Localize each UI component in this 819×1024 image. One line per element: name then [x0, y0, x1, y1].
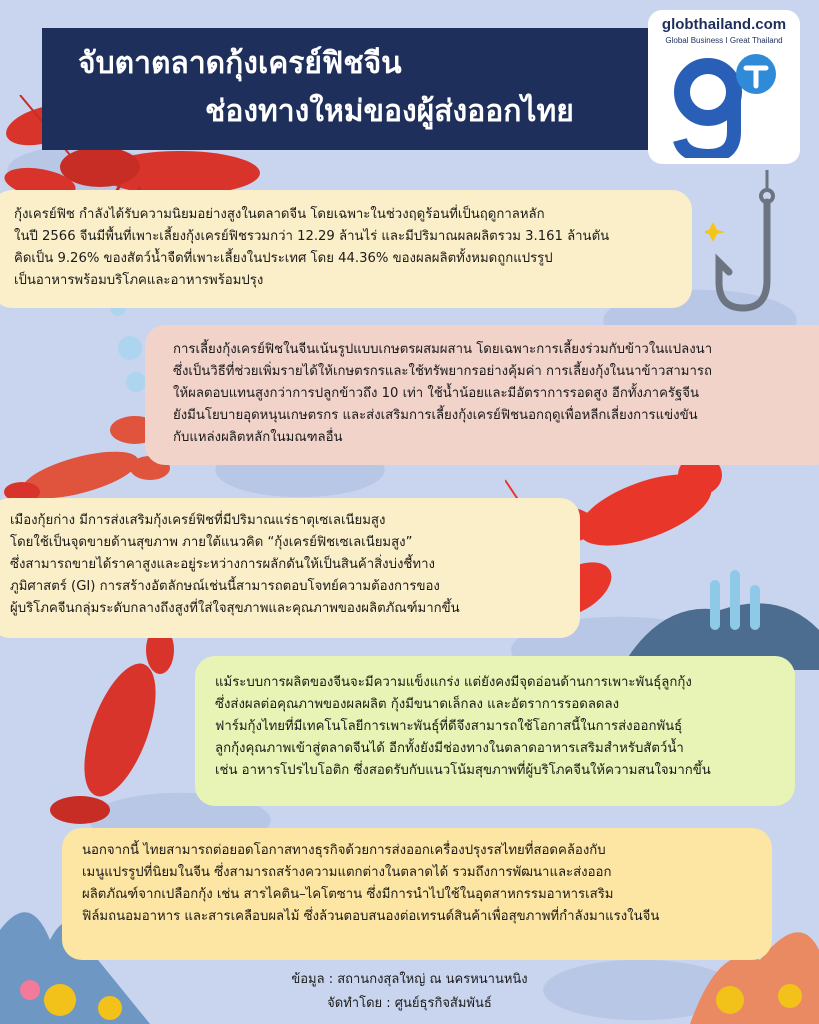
page-subtitle: ช่องทางใหม่ของผู้ส่งออกไทย [205, 94, 574, 129]
paragraph-line: ผลิตภัณฑ์จากเปลือกกุ้ง เช่น สารไคติน–ไคโตซาน ซึ่งมีการนำไปใช้ในอุตสาหกรรมอาหารเสริม [82, 887, 614, 902]
paragraph-line: ผู้บริโภคจีนกลุ่มระดับกลางถึงสูงที่ใส่ใจสุขภาพและคุณภาพของผลิตภัณฑ์มากขึ้น [10, 601, 460, 616]
paragraph-line: นอกจากนี้ ไทยสามารถต่อยอดโอกาสทางธุรกิจด้วยการส่งออกเครื่องปรุงรสไทยที่สอดคล้องกับ [82, 843, 606, 858]
paragraph-line: ซึ่งสามารถขายได้ราคาสูงและอยู่ระหว่างการผลักดันให้เป็นสินค้าสิ่งบ่งชี้ทาง [10, 557, 435, 572]
paragraph-line: กับแหล่งผลิตหลักในมณฑลอื่น [173, 430, 343, 445]
paragraph-line: ภูมิศาสตร์ (GI) การสร้างอัตลักษณ์เช่นนี้สามารถตอบโจทย์ความต้องการของ [10, 579, 440, 594]
lobster-illustration [40, 620, 200, 830]
paragraph-line: ฟิล์มถนอมอาหาร และสารเคลือบผลไม้ ซึ่งล้วนตอบสนองต่อเทรนด์สินค้าเพื่อสุขภาพที่กำลังมาแรงในจีน [82, 909, 660, 924]
paragraph-line: การเลี้ยงกุ้งเครย์ฟิชในจีนเน้นรูปแบบเกษตรผสมผสาน โดยเฉพาะการเลี้ยงร่วมกับข้าวในแปลงนา [173, 342, 713, 357]
paragraph-line: โดยใช้เป็นจุดขายด้านสุขภาพ ภายใต้แนวคิด “กุ้งเครย์ฟิชเซเลเนียมสูง” [10, 535, 413, 550]
fishing-hook-icon [705, 170, 785, 320]
paragraph-line: ซึ่งเป็นวิธีที่ช่วยเพิ่มรายได้ให้เกษตรกรและใช้ทรัพยากรอย่างคุ้มค่า การเลี้ยงกุ้งในนาข้าวสามารถ [173, 364, 712, 379]
info-box-5 [62, 828, 772, 960]
paragraph-line: ยังมีนโยบายอุดหนุนเกษตรกร และส่งเสริมการเลี้ยงกุ้งเครย์ฟิชนอกฤดูเพื่อหลีกเลี่ยงการแข่งขัน [173, 408, 698, 423]
info-box-4 [195, 656, 795, 806]
paragraph-line: เมืองกุ้ยก่าง มีการส่งเสริมกุ้งเครย์ฟิชที่มีปริมาณแร่ธาตุเซเลเนียมสูง [10, 513, 386, 528]
paragraph-line: ซึ่งส่งผลต่อคุณภาพของผลผลิต กุ้งมีขนาดเล็กลง และอัตราการรอดลดลง [215, 697, 620, 712]
paragraph-line: เป็นอาหารพร้อมบริโภคและอาหารพร้อมปรุง [14, 273, 264, 288]
info-box-1 [0, 190, 692, 308]
logo-tagline: Global Business I Great Thailand [665, 36, 783, 45]
globthailand-logo-icon [668, 52, 780, 158]
info-box-2 [145, 325, 819, 465]
paragraph-line: เมนูแปรรูปที่นิยมในจีน ซึ่งสามารถสร้างความแตกต่างในตลาดได้ รวมถึงการพัฒนาและส่งออก [82, 865, 612, 880]
paragraph-line: ฟาร์มกุ้งไทยที่มีเทคโนโลยีการเพาะพันธุ์ที่ดีจึงสามารถใช้โอกาสนี้ในการส่งออกพันธุ์ [215, 719, 683, 734]
page-title: จับตาตลาดกุ้งเครย์ฟิชจีน [78, 46, 402, 81]
prepared-by-credit: จัดทำโดย : ศูนย์ธุรกิจสัมพันธ์ [327, 996, 492, 1011]
paragraph-line: เช่น อาหารโปรไบโอติก ซึ่งสอดรับกับแนวโน้มสุขภาพที่ผู้บริโภคจีนให้ความสนใจมากขึ้น [215, 763, 711, 778]
paragraph-line: กุ้งเครย์ฟิช กำลังได้รับความนิยมอย่างสูงในตลาดจีน โดยเฉพาะในช่วงฤดูร้อนที่เป็นฤดูกาลหลัก [14, 207, 545, 222]
coral-illustration [620, 570, 819, 670]
logo-name: globthailand.com [661, 16, 787, 33]
info-box-3 [0, 498, 580, 638]
paragraph-line: แม้ระบบการผลิตของจีนจะมีความแข็งแกร่ง แต่ยังคงมีจุดอ่อนด้านการเพาะพันธุ์ลูกกุ้ง [215, 675, 692, 690]
paragraph-line: ในปี 2566 จีนมีพื้นที่เพาะเลี้ยงกุ้งเครย์ฟิชรวมกว่า 12.29 ล้านไร่ และมีปริมาณผลผลิตรวม 3.161 ล้านตัน [14, 229, 610, 244]
logo-card [648, 10, 800, 164]
paragraph-line: ให้ผลตอบแทนสูงกว่าการปลูกข้าวถึง 10 เท่า ใช้น้ำน้อยและมีอัตราการรอดสูง อีกทั้งภาครัฐจีน [173, 386, 699, 401]
paragraph-line: ลูกกุ้งคุณภาพเข้าสู่ตลาดจีนได้ อีกทั้งยังมีช่องทางในตลาดอาหารเสริมสำหรับสัตว์น้ำ [215, 741, 684, 756]
paragraph-line: คิดเป็น 9.26% ของสัตว์น้ำจืดที่เพาะเลี้ยงในประเทศ โดย 44.36% ของผลผลิตทั้งหมดถูกแปรรูป [14, 251, 553, 266]
source-credit: ข้อมูล : สถานกงสุลใหญ่ ณ นครหนานหนิง [291, 972, 528, 987]
